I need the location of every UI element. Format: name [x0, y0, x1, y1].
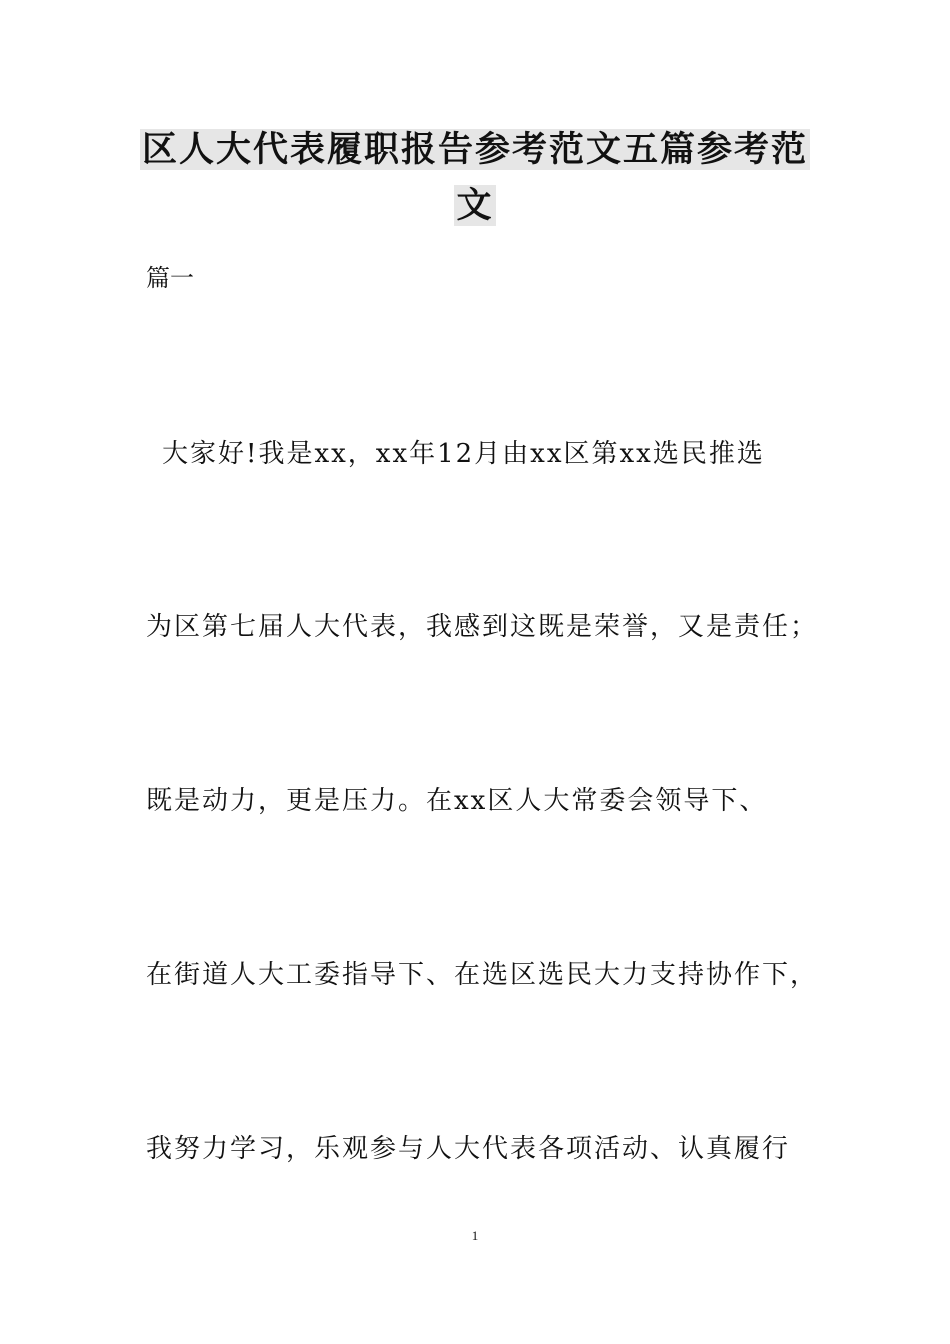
paragraph-line: 在街道人大工委指导下、在选区选民大力支持协作下， [146, 960, 819, 990]
title-text-2: 文 [456, 185, 494, 226]
paragraph-line: 我努力学习，乐观参与人大代表各项活动、认真履行 [146, 1134, 791, 1164]
document-title-line-2 [0, 184, 950, 228]
page-number: 1 [471, 1228, 479, 1243]
document-title-line-1 [0, 128, 950, 172]
paragraph-line: 大家好!我是xx，xx年12月由xx区第xx选民推选 [162, 439, 765, 469]
paragraph-line: 既是动力，更是压力。在xx区人大常委会领导下、 [146, 786, 768, 816]
title-text-1: 区人大代表履职报告参考范文五篇参考范 [141, 129, 808, 170]
section-label: 篇一 [146, 264, 194, 292]
paragraph-line: 为区第七届人大代表，我感到这既是荣誉，又是责任； [146, 612, 819, 642]
